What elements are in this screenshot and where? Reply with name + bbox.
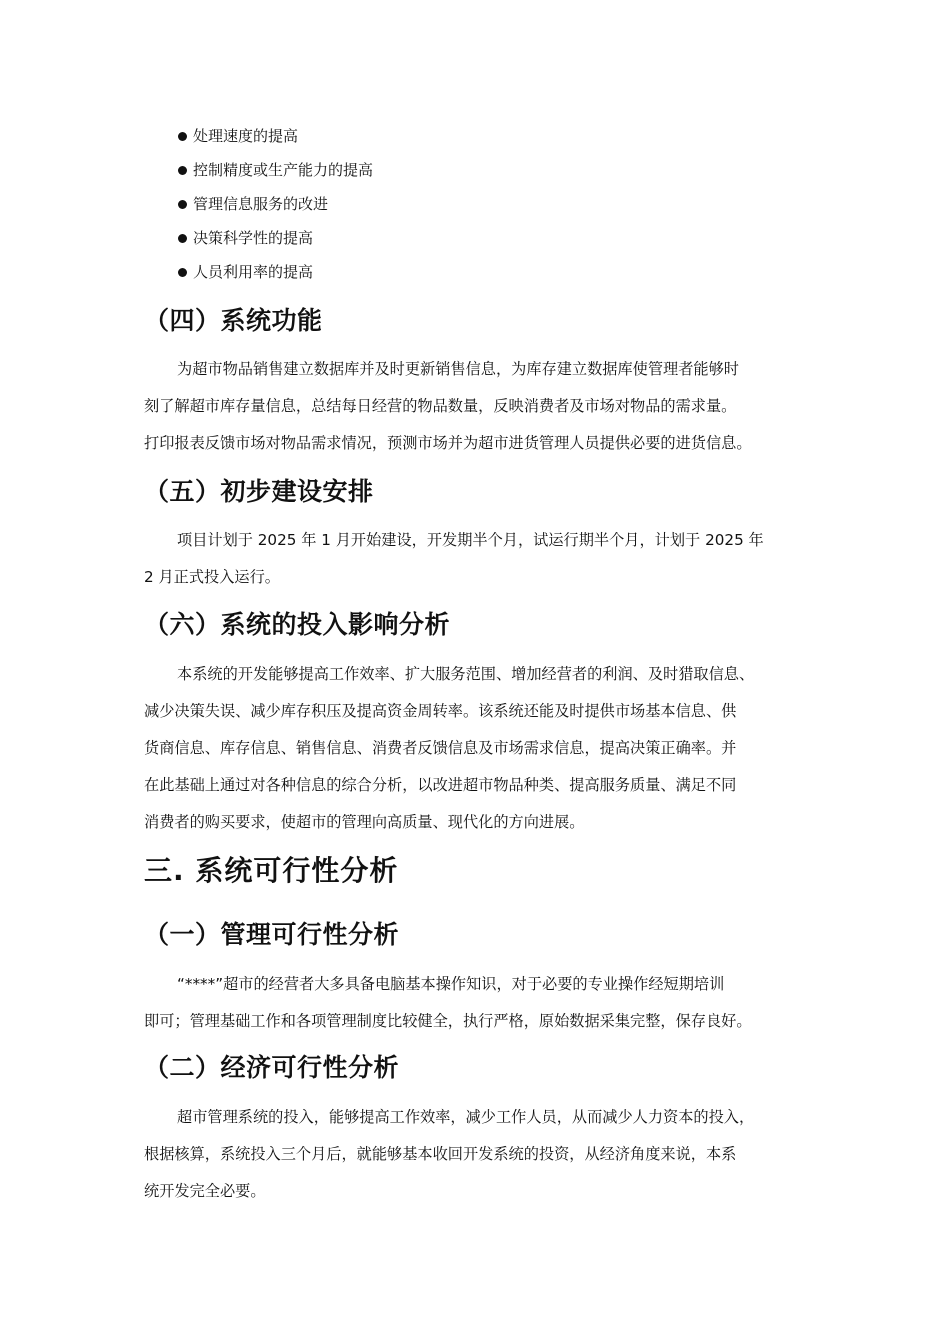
paragraph-line: 即可；管理基础工作和各项管理制度比较健全，执行严格，原始数据采集完整，保存良好。 (144, 1012, 752, 1030)
list-item (178, 158, 373, 192)
list-item-text: 处理速度的提高 (193, 127, 299, 145)
list-item-text: 控制精度或生产能力的提高 (193, 161, 374, 179)
paragraph-line: 2 月正式投入运行。 (144, 568, 280, 586)
paragraph-line: 消费者的购买要求，使超市的管理向高质量、现代化的方向进展。 (144, 813, 585, 831)
paragraph-line: 为超市物品销售建立数据库并及时更新销售信息，为库存建立数据库使管理者能够时 (177, 360, 739, 378)
section-paragraph-system-functions (144, 351, 820, 462)
paragraph-line: “****”超市的经营者大多具备电脑基本操作知识，对于必要的专业操作经短期培训 (177, 975, 725, 993)
section-heading-impact-analysis: （六）系统的投入影响分析 (144, 610, 451, 639)
paragraph-line: 超市管理系统的投入，能够提高工作效率，减少工作人员，从而减少人力资本的投入， (177, 1108, 755, 1126)
section-heading-initial-plan: （五）初步建设安排 (144, 477, 374, 506)
list-item-text: 人员利用率的提高 (193, 263, 314, 281)
bullet-icon (178, 166, 187, 175)
paragraph-line: 本系统的开发能够提高工作效率、扩大服务范围、增加经营者的利润、及时猎取信息、 (177, 665, 755, 683)
paragraph-line: 打印报表反馈市场对物品需求情况，预测市场并为超市进货管理人员提供必要的进货信息。 (144, 434, 752, 452)
list-item-text: 决策科学性的提高 (193, 229, 314, 247)
list-item (178, 192, 373, 226)
paragraph-line: 根据核算，系统投入三个月后，就能够基本收回开发系统的投资，从经济角度来说，本系 (144, 1145, 737, 1163)
section-paragraph-impact-analysis (144, 656, 820, 841)
benefit-bullet-list (178, 124, 373, 294)
list-item (178, 124, 373, 158)
paragraph-line: 货商信息、库存信息、销售信息、消费者反馈信息及市场需求信息，提高决策正确率。并 (144, 739, 737, 757)
paragraph-line: 减少决策失误、减少库存积压及提高资金周转率。该系统还能及时提供市场基本信息、供 (144, 702, 737, 720)
section-heading-management-feasibility: （一）管理可行性分析 (144, 920, 400, 949)
paragraph-line: 统开发完全必要。 (144, 1182, 266, 1200)
paragraph-line: 刻了解超市库存量信息，总结每日经营的物品数量，反映消费者及市场对物品的需求量。 (144, 397, 737, 415)
section-paragraph-initial-plan (144, 522, 820, 596)
section-heading-economic-feasibility: （二）经济可行性分析 (144, 1053, 400, 1082)
chapter-heading-feasibility: 三. 系统可行性分析 (144, 854, 399, 887)
section-paragraph-economic-feasibility (144, 1099, 820, 1210)
list-item (178, 226, 373, 260)
section-paragraph-management-feasibility (144, 966, 820, 1040)
bullet-icon (178, 268, 187, 277)
bullet-icon (178, 132, 187, 141)
bullet-icon (178, 234, 187, 243)
list-item-text: 管理信息服务的改进 (193, 195, 329, 213)
list-item (178, 260, 373, 294)
bullet-icon (178, 200, 187, 209)
paragraph-line: 在此基础上通过对各种信息的综合分析，以改进超市物品种类、提高服务质量、满足不同 (144, 776, 737, 794)
paragraph-line: 项目计划于 2025 年 1 月开始建设，开发期半个月，试运行期半个月，计划于 2025 年 (177, 531, 764, 549)
section-heading-system-functions: （四）系统功能 (144, 306, 323, 335)
